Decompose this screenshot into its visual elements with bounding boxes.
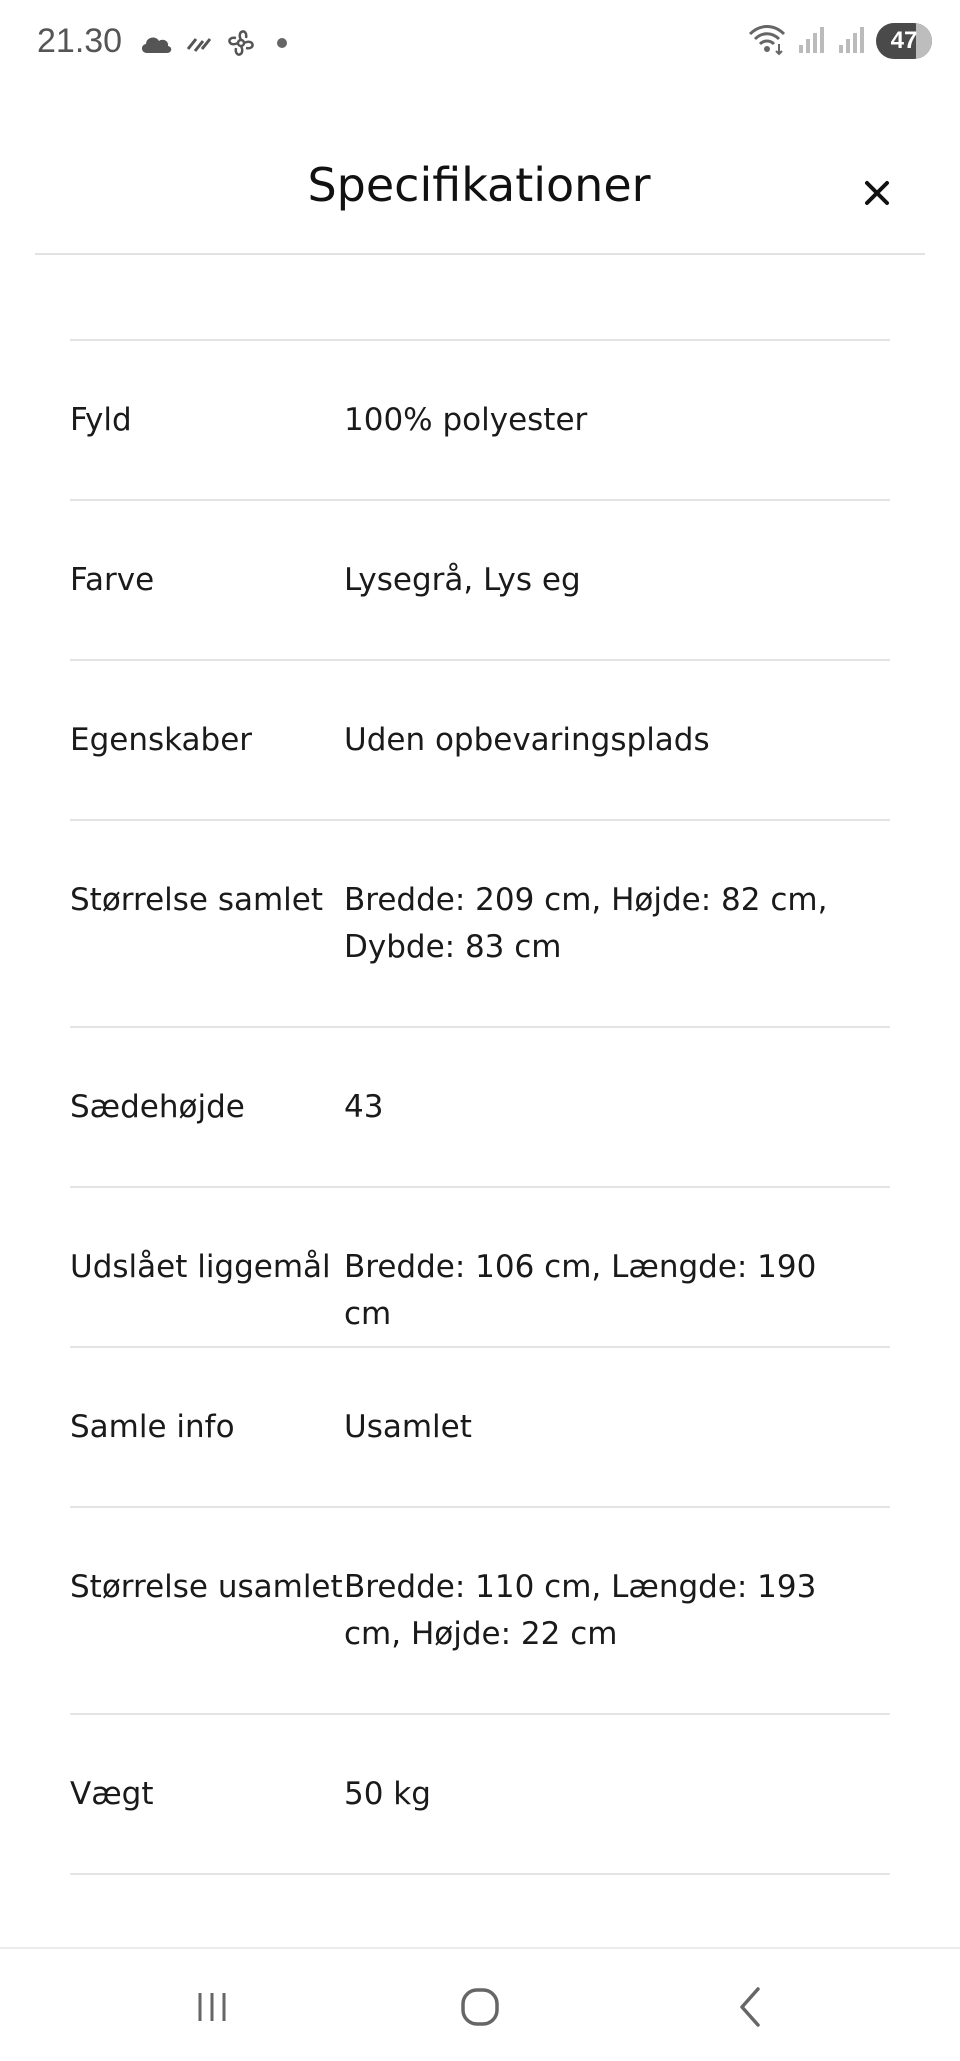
recents-icon: [192, 1987, 232, 2031]
wifi-icon: [746, 22, 788, 60]
spec-label: Udslået liggemål: [70, 1249, 331, 1285]
signal-icon: [796, 23, 828, 59]
spec-label: Samle info: [70, 1409, 235, 1445]
spec-row: [70, 339, 890, 499]
signal-icon: [836, 23, 868, 59]
spec-value: Uden opbevaringsplads: [344, 722, 710, 758]
spec-value: Lysegrå, Lys eg: [344, 562, 581, 598]
spec-row: [70, 819, 890, 1026]
status-right-icons: [746, 22, 932, 60]
spec-table: [70, 339, 890, 1935]
spec-label: Egenskaber: [70, 722, 253, 758]
close-icon: [862, 178, 892, 212]
spec-value: Bredde: 106 cm, Længde: 190 cm: [344, 1249, 817, 1332]
close-button[interactable]: [852, 170, 902, 220]
navigation-bar: [0, 1947, 960, 2061]
spec-row: [70, 1346, 890, 1506]
spec-value: Bredde: 110 cm, Længde: 193 cm, Højde: 22 cm: [344, 1569, 817, 1652]
spec-row: [70, 1506, 890, 1713]
back-button[interactable]: [720, 1979, 780, 2039]
status-bar: [0, 0, 960, 86]
spec-value: 43: [344, 1089, 384, 1125]
spec-row: [70, 1026, 890, 1186]
dot-icon: [268, 31, 292, 59]
spec-value: Usamlet: [344, 1409, 472, 1445]
status-left-icons: [138, 26, 292, 64]
modal-header: [0, 140, 960, 240]
battery-level: 47: [890, 27, 918, 54]
spec-row: [70, 1713, 890, 1873]
spec-label: Vægt: [70, 1776, 154, 1812]
spec-label: Farve: [70, 562, 155, 598]
fan-icon: [224, 26, 258, 64]
spec-value: 50 kg: [344, 1776, 431, 1812]
spec-value: 100% polyester: [344, 402, 588, 438]
spec-row-divider: [70, 1873, 890, 1935]
recents-button[interactable]: [182, 1979, 242, 2039]
home-icon: [458, 1985, 502, 2033]
spec-label: Størrelse samlet: [70, 882, 324, 918]
status-time: 21.30: [37, 22, 123, 60]
spec-label: Fyld: [70, 402, 132, 438]
spec-row: [70, 659, 890, 819]
spec-label: Sædehøjde: [70, 1089, 245, 1125]
cloud-icon: [138, 31, 174, 59]
home-button[interactable]: [450, 1979, 510, 2039]
spec-value: Bredde: 209 cm, Højde: 82 cm, Dybde: 83 cm: [344, 882, 828, 965]
page-title: Specifikationer: [307, 158, 651, 212]
spec-row: [70, 499, 890, 659]
battery-icon: [876, 23, 932, 59]
rain-icon: [184, 31, 214, 59]
spec-label: Størrelse usamlet: [70, 1569, 343, 1605]
header-divider: [35, 253, 925, 255]
back-icon: [730, 1985, 770, 2033]
spec-row: [70, 1186, 890, 1346]
